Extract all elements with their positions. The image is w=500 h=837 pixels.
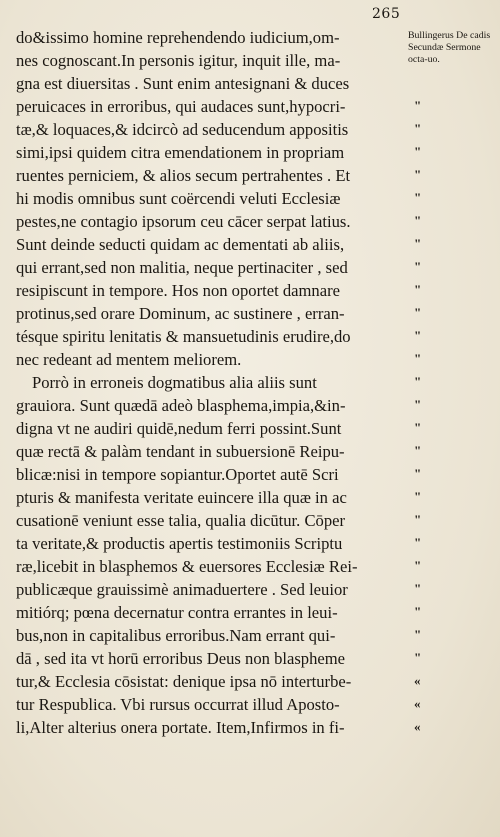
quote-mark: "	[414, 328, 422, 343]
quote-mark: «	[414, 696, 421, 711]
text-line: do&issimo homine reprehendendo iudicium,om-	[16, 28, 340, 47]
text-line: tur Respublica. Vbi rursus occurrat illud Aposto-	[16, 695, 340, 714]
quote-mark: "	[414, 121, 422, 136]
quote-mark: "	[414, 374, 422, 389]
text-line: li,Alter alterius onera portate. Item,Infirmos in fi-	[16, 718, 345, 737]
quote-mark: «	[414, 673, 421, 688]
text-line: quæ rectā & palàm tendant in subuersionē Reipu-	[16, 442, 345, 461]
text-line: peruicaces in erroribus, qui audaces sunt,hypocri-	[16, 97, 346, 116]
text-line: bus,non in capitalibus erroribus.Nam errant qui-	[16, 626, 336, 645]
text-line: gna est diuersitas . Sunt enim antesignani & duces	[16, 74, 350, 93]
text-line: digna vt ne audiri quidē,nedum ferri possint.Sunt	[16, 419, 342, 438]
text-line: tur,& Ecclesia cōsistat: denique ipsa nō interturbe-	[16, 672, 352, 691]
quote-mark: "	[414, 558, 422, 573]
quote-mark: "	[414, 466, 422, 481]
text-line: ruentes perniciem, & alios secum pertrahentes . Et	[16, 166, 351, 185]
text-line: Sunt deinde seducti quidam ac dementati ab aliis,	[16, 235, 345, 254]
quote-mark: "	[414, 443, 422, 458]
text-line: grauiora. Sunt quædā adeò blasphema,impia,&in-	[16, 396, 346, 415]
text-line: nec redeant ad mentem meliorem.	[16, 350, 242, 369]
text-line: dā , sed ita vt horū erroribus Deus non blaspheme	[16, 649, 346, 668]
quote-mark: "	[414, 259, 422, 274]
quote-mark: "	[414, 305, 422, 320]
quote-mark: "	[414, 650, 422, 665]
quote-mark: "	[414, 512, 422, 527]
quote-mark: "	[414, 282, 422, 297]
quote-mark: "	[414, 581, 422, 596]
quote-mark: "	[414, 144, 422, 159]
text-line: ræ,licebit in blasphemos & euersores Ecclesiæ Rei-	[16, 557, 358, 576]
quote-mark: "	[414, 190, 422, 205]
text-line: pturis & manifesta veritate euincere illa quæ in ac	[16, 488, 347, 507]
page-number: 265	[372, 6, 401, 22]
quote-mark: "	[414, 167, 422, 182]
quote-mark: "	[414, 535, 422, 550]
text-line: nes cognoscant.In personis igitur, inquit ille, ma-	[16, 51, 341, 70]
text-line: tæ,& loquaces,& idcircò ad seducendum appositis	[16, 120, 349, 139]
quote-mark: «	[414, 719, 421, 734]
main-text-block	[16, 26, 408, 739]
text-line: tésque spiritu lenitatis & mansuetudinis erudire,do	[16, 327, 351, 346]
text-line: simi,ipsi quidem citra emendationem in propriam	[16, 143, 345, 162]
text-line: resipiscunt in tempore. Hos non oportet damnare	[16, 281, 340, 300]
margin-note: Bullingerus De cadis Secundæ Sermone octa-uo.	[408, 30, 491, 65]
quote-mark: "	[414, 420, 422, 435]
quote-mark: "	[414, 489, 422, 504]
text-line: mitiórq; pœna decernatur contra errantes in leui-	[16, 603, 338, 622]
quote-mark: "	[414, 397, 422, 412]
text-line: qui errant,sed non malitia, neque pertinaciter , sed	[16, 258, 348, 277]
text-line: ta veritate,& productis apertis testimoniis Scriptu	[16, 534, 343, 553]
quote-mark: "	[414, 351, 422, 366]
text-line: pestes,ne contagio ipsorum ceu cācer serpat latius.	[16, 212, 351, 231]
text-line: hi modis omnibus sunt coërcendi veluti Ecclesiæ	[16, 189, 341, 208]
text-line: Porrò in erroneis dogmatibus alia aliis sunt	[32, 373, 317, 392]
text-line: publicæque grauissimè animaduertere . Sed leuior	[16, 580, 348, 599]
quote-mark: "	[414, 627, 422, 642]
text-line: cusationē veniunt esse talia, qualia dicūtur. Cōper	[16, 511, 346, 530]
text-line: protinus,sed orare Dominum, ac sustinere , erran-	[16, 304, 345, 323]
text-line: blicæ:nisi in tempore sopiantur.Oportet autē Scri	[16, 465, 339, 484]
quote-mark: "	[414, 236, 422, 251]
quote-mark: "	[414, 213, 422, 228]
quote-mark: "	[414, 98, 422, 113]
quote-mark: "	[414, 604, 422, 619]
